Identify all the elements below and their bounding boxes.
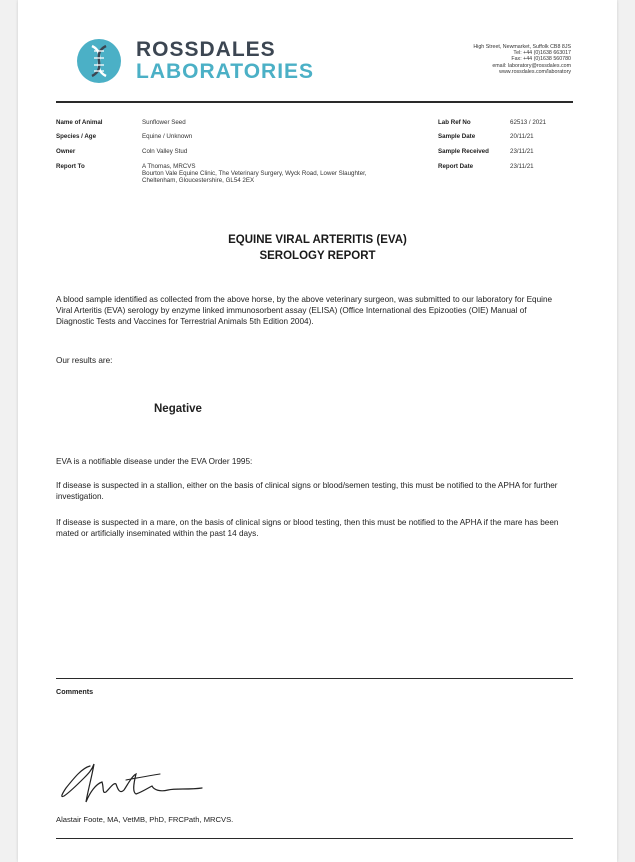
- address-line: www.rossdales.com/laboratory: [499, 68, 571, 75]
- report-date-value: 23/11/21: [510, 163, 534, 170]
- comments-label: Comments: [56, 687, 94, 696]
- sample-received-value: 23/11/21: [510, 148, 534, 155]
- report-title: EQUINE VIRAL ARTERITIS (EVA): [228, 234, 407, 246]
- intro-paragraph: A blood sample identified as collected from the above horse, by the above veterinary surgeon, was submitted to our laboratory for Equine Viral Arteritis (EVA) serology by enzyme linked immunosorbent assay (ELISA) (Office International des Epizooties (OIE) Manual of Diagnostic Tests and Vaccines for Terrestrial Animals 5th Edition 2004).: [56, 295, 553, 326]
- name-of-animal-label: Name of Animal: [56, 119, 103, 126]
- report-to-line: Bourton Vale Equine Clinic, The Veterinary Surgery, Wyck Road, Lower Slaughter,: [142, 170, 367, 178]
- report-page: [18, 0, 617, 862]
- report-to-line: A Thomas, MRCVS: [142, 163, 196, 170]
- report-subtitle: SEROLOGY REPORT: [259, 250, 376, 262]
- species-age-label: Species / Age: [56, 133, 97, 140]
- sample-date-value: 20/11/21: [510, 133, 534, 140]
- owner-value: Coln Valley Stud: [142, 148, 188, 155]
- address-line: Fax: +44 (0)1638 560780: [511, 56, 571, 63]
- owner-label: Owner: [56, 148, 76, 155]
- sample-date-label: Sample Date: [438, 133, 476, 140]
- brand-name-line2: LABORATORIES: [136, 60, 315, 83]
- report-date-label: Report Date: [438, 163, 474, 170]
- footer-divider: [56, 838, 573, 839]
- header-divider: [56, 101, 573, 103]
- dna-logo-icon: [76, 38, 122, 84]
- report-to-line: Cheltenham, Gloucestershire, GL54 2EX: [142, 177, 255, 185]
- signatory-name: Alastair Foote, MA, VetMB, PhD, FRCPath, MRCVS.: [56, 815, 234, 824]
- lab-ref-value: 62513 / 2021: [510, 119, 547, 126]
- name-of-animal-value: Sunflower Seed: [142, 119, 186, 126]
- address-line: email: laboratory@rossdales.com: [492, 62, 571, 69]
- brand-name-line1: ROSSDALES: [136, 38, 276, 61]
- signature: [56, 758, 206, 806]
- address-line: Tel: +44 (0)1638 663017: [513, 50, 571, 57]
- address-line: High Street, Newmarket, Suffolk CB8 8JS: [473, 44, 571, 50]
- comments-divider: [56, 678, 573, 679]
- results-intro: Our results are:: [56, 356, 113, 365]
- lab-address: [371, 44, 571, 75]
- test-result: Negative: [154, 403, 202, 415]
- report-to-label: Report To: [56, 163, 85, 170]
- notifiable-notice: EVA is a notifiable disease under the EVA Order 1995:: [56, 457, 253, 466]
- mare-note: If disease is suspected in a mare, on the basis of clinical signs or blood testing, then this must be notified to the APHA if the mare has been mated or artificially inseminated within the past 14 days.: [56, 518, 559, 538]
- species-age-value: Equine / Unknown: [142, 133, 193, 140]
- lab-ref-label: Lab Ref No: [438, 119, 471, 126]
- stallion-note: If disease is suspected in a stallion, either on the basis of clinical signs or blood/semen testing, this must be notified to the APHA for further investigation.: [56, 481, 558, 501]
- sample-received-label: Sample Received: [438, 148, 489, 155]
- report-to-value: [142, 163, 432, 185]
